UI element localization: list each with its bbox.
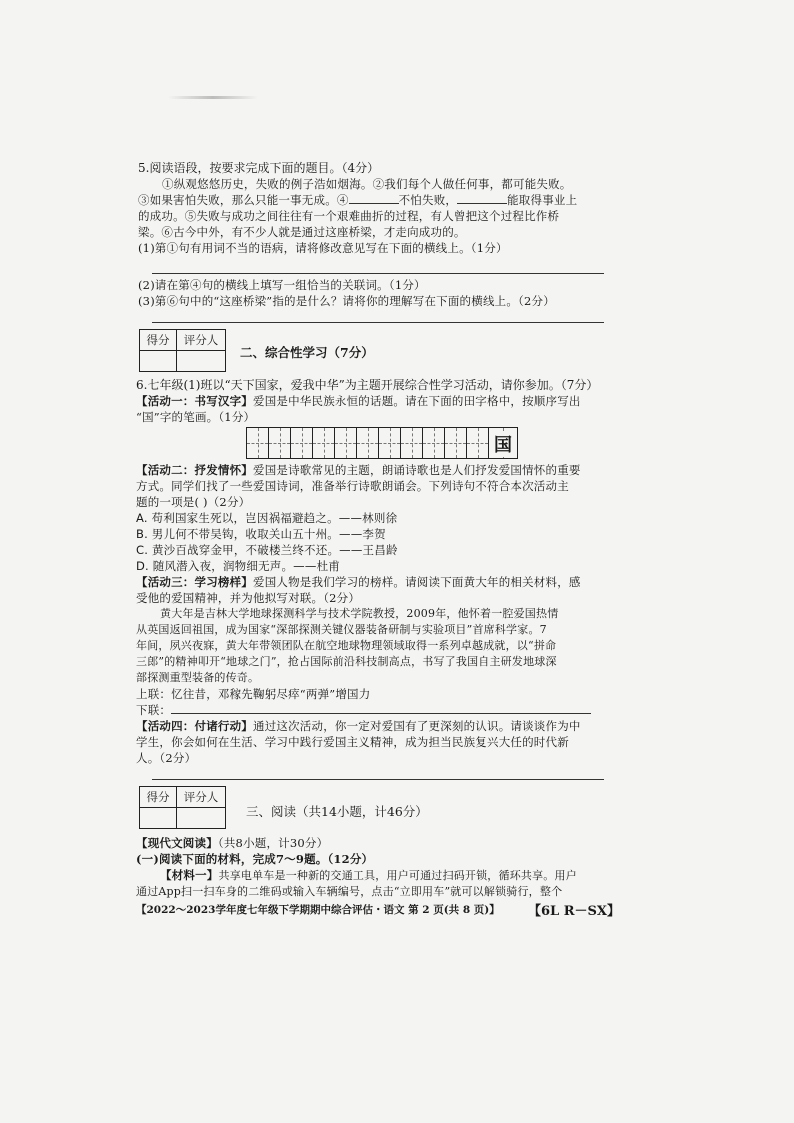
line-2-part-a: ③如果害怕失败，那么只能一事无成。④ <box>138 193 349 207</box>
material-line-2: 从英国返回祖国，成为国家“深部探测关键仪器装备研制与实验项目”首席科学家。7 <box>136 623 547 636</box>
grid-cell[interactable] <box>269 428 291 458</box>
modern-reading-label: 【现代文阅读】 <box>136 836 218 850</box>
score-cell[interactable] <box>140 351 177 372</box>
answer-line-5-3[interactable] <box>152 322 604 323</box>
blank-4a[interactable] <box>349 192 399 204</box>
answer-line-6-4[interactable] <box>152 779 604 780</box>
grid-cell[interactable] <box>467 428 489 458</box>
couplet-lower-input[interactable] <box>171 702 591 714</box>
activity-2 <box>136 462 608 766</box>
modern-reading <box>136 835 608 900</box>
question-5-title: 5.阅读语段，按要求完成下面的题目。（4分） <box>138 161 380 175</box>
material-line-5: 部探测重型装备的传奇。 <box>136 671 260 684</box>
option-d: D. 随风潜入夜，润物细无声。——杜甫 <box>136 559 340 573</box>
grader-cell[interactable] <box>177 351 226 372</box>
grid-cell[interactable] <box>423 428 445 458</box>
score-label: 得分 <box>140 787 177 808</box>
question-5-line-2 <box>138 192 608 208</box>
couplet-lower-label: 下联： <box>136 703 172 717</box>
question-5-sub-2: (2)请在第④句的横线上填写一组恰当的关联词。（1分） <box>138 278 426 292</box>
question-5-subs <box>138 277 608 309</box>
score-box <box>139 329 226 372</box>
material-line-3: 年间，夙兴夜寐，黄大年带领团队在航空地球物理领域取得一系列卓越成就，以“拼命 <box>136 639 557 652</box>
grid-cell[interactable] <box>401 428 423 458</box>
activity-4-text-2: 学生，你会如何在生活、学习中践行爱国主义精神，成为担当民族复兴大任的时代新 <box>136 735 569 749</box>
material-1-line-1: 共享电单车是一种新的交通工具，用户可通过扫码开锁，循环共享。用户 <box>218 869 577 882</box>
option-c: C. 黄沙百战穿金甲，不破楼兰终不还。——王昌龄 <box>136 543 398 557</box>
line-2-part-c: 能取得事业上 <box>507 193 578 207</box>
blank-4b[interactable] <box>457 192 507 204</box>
activity-1-text-2: “国”字的笔画。（1分） <box>136 410 256 424</box>
tianzi-grid <box>246 427 518 459</box>
page-footer: 【2022～2023学年度七年级下学期期中综合评估・语文 第 2 页(共 8 页)】 <box>136 904 500 916</box>
material-line-4: 三郎”的精神叩开“地球之门”，抢占国际前沿科技制高点，书写了我国自主研发地球深 <box>136 655 557 668</box>
activity-2-text-3: 题的一项是( )（2分） <box>136 495 251 509</box>
grader-label: 评分人 <box>177 330 226 351</box>
question-5-line-4: 梁。⑥古今中外，有不少人就是通过这座桥梁，才走向成功的。 <box>138 225 466 239</box>
option-a: A. 苟利国家生死以，岂因祸福避趋之。——林则徐 <box>136 511 398 525</box>
modern-reading-count: （共8小题，计30分） <box>217 836 329 850</box>
activity-4-label: 【活动四：付诸行动】 <box>136 719 253 733</box>
question-5-line-3: 的成功。⑤失败与成功之间往往有一个艰难曲折的过程，有人曾把这个过程比作桥 <box>138 209 560 223</box>
grid-cell[interactable] <box>445 428 467 458</box>
material-1-label: 【材料一】 <box>160 868 219 882</box>
question-5 <box>138 160 608 256</box>
grid-cell[interactable] <box>357 428 379 458</box>
grid-cell[interactable] <box>247 428 269 458</box>
grid-cell[interactable] <box>291 428 313 458</box>
activity-3-label: 【活动三：学习榜样】 <box>136 575 253 589</box>
grid-cell[interactable] <box>379 428 401 458</box>
activity-2-text: 爱国是诗歌常见的主题，朗诵诗歌也是人们抒发爱国情怀的重要 <box>253 463 581 477</box>
activity-3-text: 爱国人物是我们学习的榜样。请阅读下面黄大年的相关材料，感 <box>253 575 581 589</box>
grader-cell[interactable] <box>177 808 226 829</box>
section-3-heading: 三、阅读（共14小题，计46分） <box>246 804 428 819</box>
score-label: 得分 <box>140 330 177 351</box>
question-5-sub-1: (1)第①句有用词不当的语病，请将修改意见写在下面的横线上。（1分） <box>138 241 508 255</box>
grid-cell-guo <box>489 428 517 458</box>
question-5-sub-3: (3)第⑥句中的“这座桥梁”指的是什么？请将你的理解写在下面的横线上。（2分） <box>138 294 555 308</box>
activity-4-text-3: 人。（2分） <box>136 751 197 765</box>
score-box-2 <box>139 786 226 829</box>
grader-label: 评分人 <box>177 787 226 808</box>
option-b: B. 男儿何不带吴钩，收取关山五十州。——李贺 <box>136 527 386 541</box>
grid-cell[interactable] <box>313 428 335 458</box>
material-line-1: 黄大年是吉林大学地球探测科学与技术学院教授，2009年，他怀着一腔爱国热情 <box>160 607 559 620</box>
activity-1-text: 爱国是中华民族永恒的话题。请在下面的田字格中，按顺序写出 <box>253 394 581 408</box>
activity-3-text-2: 受他的爱国精神，并为他拟写对联。（2分） <box>136 591 361 605</box>
scan-smudge <box>168 96 258 99</box>
activity-1-label: 【活动一：书写汉字】 <box>136 394 253 408</box>
answer-line-5-1[interactable] <box>152 273 604 274</box>
couplet-upper: 上联：忆往昔，邓稼先鞠躬尽瘁“两弹”增国力 <box>136 687 371 701</box>
line-2-part-b: 不怕失败， <box>398 193 458 207</box>
reading-1-instruction: (一)阅读下面的材料，完成7～9题。（12分） <box>136 852 374 866</box>
exam-code: 【6L R－SX】 <box>528 904 620 919</box>
grid-cell[interactable] <box>335 428 357 458</box>
material-1-line-2: 通过App扫一扫车身的二维码或输入车辆编号，点击“立即用车”就可以解锁骑行，整个 <box>136 885 563 898</box>
question-6-title: 6.七年级(1)班以“天下国家，爱我中华”为主题开展综合性学习活动，请你参加。（7分） <box>136 378 599 392</box>
activity-4-text: 通过这次活动，你一定对爱国有了更深刻的认识。请谈谈作为中 <box>253 719 581 733</box>
guo-character: 国 <box>489 431 517 457</box>
activity-2-text-2: 方式。同学们找了一些爱国诗词，准备举行诗歌朗诵会。下列诗句不符合本次活动主 <box>136 479 569 493</box>
section-2-heading: 二、综合性学习（7分） <box>240 345 374 360</box>
activity-2-label: 【活动二：抒发情怀】 <box>136 463 253 477</box>
question-6 <box>136 377 608 425</box>
score-cell[interactable] <box>140 808 177 829</box>
question-5-line-1: ①纵观悠悠历史，失败的例子浩如烟海。②我们每个人做任何事，都可能失败。 <box>162 177 572 191</box>
